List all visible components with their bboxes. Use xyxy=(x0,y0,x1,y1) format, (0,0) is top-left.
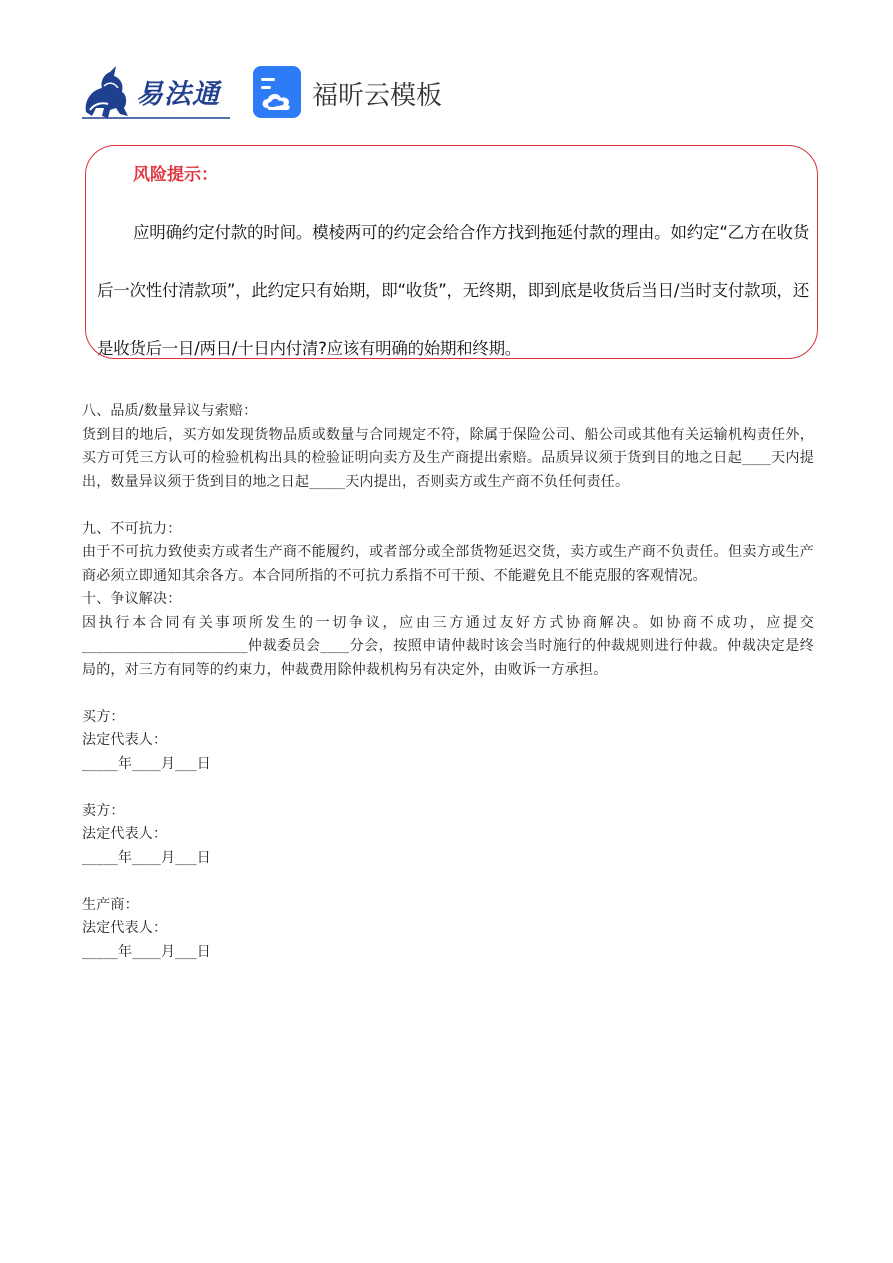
seller-label: 卖方： xyxy=(82,802,125,819)
maker-rep-label: 法定代表人： xyxy=(82,920,168,936)
buyer-date: _____年____月___日 xyxy=(82,755,211,772)
buyer-rep-label: 法定代表人： xyxy=(82,732,168,748)
contract-body xyxy=(82,400,814,964)
foxit-template-logo-text: 福昕云模板 xyxy=(312,81,443,111)
section-9-body: 由于不可抗力致使卖方或者生产商不能履约，或者部分或全部货物延迟交货，卖方或生产商不负责任。但卖方或生产商必须立即通知其余各方。本合同所指的不可抗力系指不可干预、不能避免且不能克服的客观情况。 xyxy=(82,544,814,584)
section-8-body: 货到目的地后，买方如发现货物品质或数量与合同规定不符，除属于保险公司、船公司或其他有关运输机构责任外，买方可凭三方认可的检验机构出具的检验证明向卖方及生产商提出索赔。品质异议须于货到目的地之日起____天内提出，数量异议须于货到目的地之日起_____天内提出，否则卖方或生产商不负任何责任。 xyxy=(82,426,814,490)
section-9-title: 九、不可抗力： xyxy=(82,520,182,537)
buyer-label: 买方： xyxy=(82,708,125,725)
seller-date: _____年____月___日 xyxy=(82,849,211,866)
maker-date: _____年____月___日 xyxy=(82,943,211,960)
seller-rep-label: 法定代表人： xyxy=(82,826,168,842)
foxit-cloud-logo-icon xyxy=(253,66,301,118)
section-8-title: 八、品质/数量异议与索赔： xyxy=(82,403,258,419)
section-10-title: 十、争议解决： xyxy=(82,591,182,607)
header xyxy=(80,62,500,122)
section-10-body: 因执行本合同有关事项所发生的一切争议，应由三方通过友好方式协商解决。如协商不成功，应提交_______________________仲裁委员会____分会，按照申请仲裁时该会当时施行的仲裁规则进行仲裁。仲裁决定是终局的，对三方有同等的约束力，仲裁费用除仲裁机构另有决定外，由败诉一方承担。 xyxy=(82,614,814,678)
risk-body: 应明确约定付款的时间。模棱两可的约定会给合作方找到拖延付款的理由。如约定“乙方在收货后一次性付清款项”，此约定只有始期，即“收货”，无终期，即到底是收货后当日/当时支付款项，还是收货后一日/两日/十日内付清?应该有明确的始期和终期。 xyxy=(97,223,809,358)
risk-warning-box xyxy=(85,145,818,359)
risk-title: 风险提示： xyxy=(133,165,218,185)
maker-label: 生产商： xyxy=(82,896,139,913)
yifatong-logo-text: 易法通 xyxy=(136,79,220,110)
